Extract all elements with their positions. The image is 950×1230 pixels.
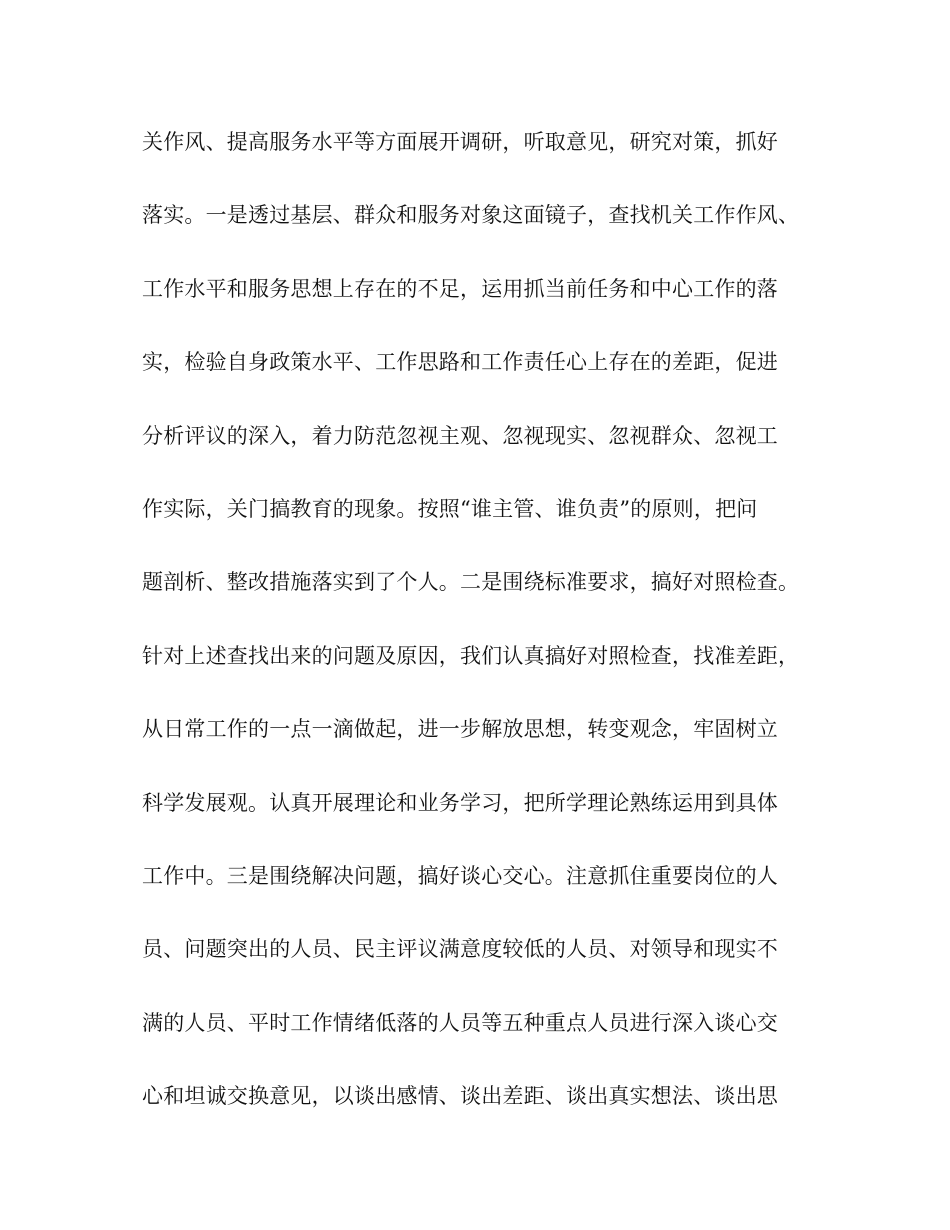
text-line: 针对上述查找出来的问题及原因，我们认真搞好对照检查，找准差距，	[142, 643, 800, 668]
text-line: 从日常工作的一点一滴做起，进一步解放思想，转变观念，牢固树立	[142, 717, 778, 742]
text-line: 实，检验自身政策水平、工作思路和工作责任心上存在的差距，促进	[142, 350, 778, 375]
text-line: 心和坦诚交换意见，以谈出感情、谈出差距、谈出真实想法、谈出思	[142, 1084, 778, 1109]
text-line: 落实。一是透过基层、群众和服务对象这面镜子，查找机关工作作风、	[142, 203, 800, 228]
text-line: 关作风、提高服务水平等方面展开调研，听取意见，研究对策，抓好	[142, 130, 778, 154]
text-line: 工作水平和服务思想上存在的不足，运用抓当前任务和中心工作的落	[142, 276, 778, 301]
text-line: 科学发展观。认真开展理论和业务学习，把所学理论熟练运用到具体	[142, 790, 778, 815]
text-line: 分析评议的深入，着力防范忽视主观、忽视现实、忽视群众、忽视工	[142, 423, 778, 448]
text-line: 满的人员、平时工作情绪低落的人员等五种重点人员进行深入谈心交	[142, 1010, 778, 1035]
text-line: 作实际，关门搞教育的现象。按照“谁主管、谁负责”的原则，把问	[142, 496, 758, 521]
body-text	[142, 122, 822, 1149]
text-line: 工作中。三是围绕解决问题，搞好谈心交心。注意抓住重要岗位的人	[142, 863, 778, 888]
text-line: 题剖析、整改措施落实到了个人。二是围绕标准要求，搞好对照检查。	[142, 570, 800, 595]
text-line: 员、问题突出的人员、民主评议满意度较低的人员、对领导和现实不	[142, 937, 778, 962]
